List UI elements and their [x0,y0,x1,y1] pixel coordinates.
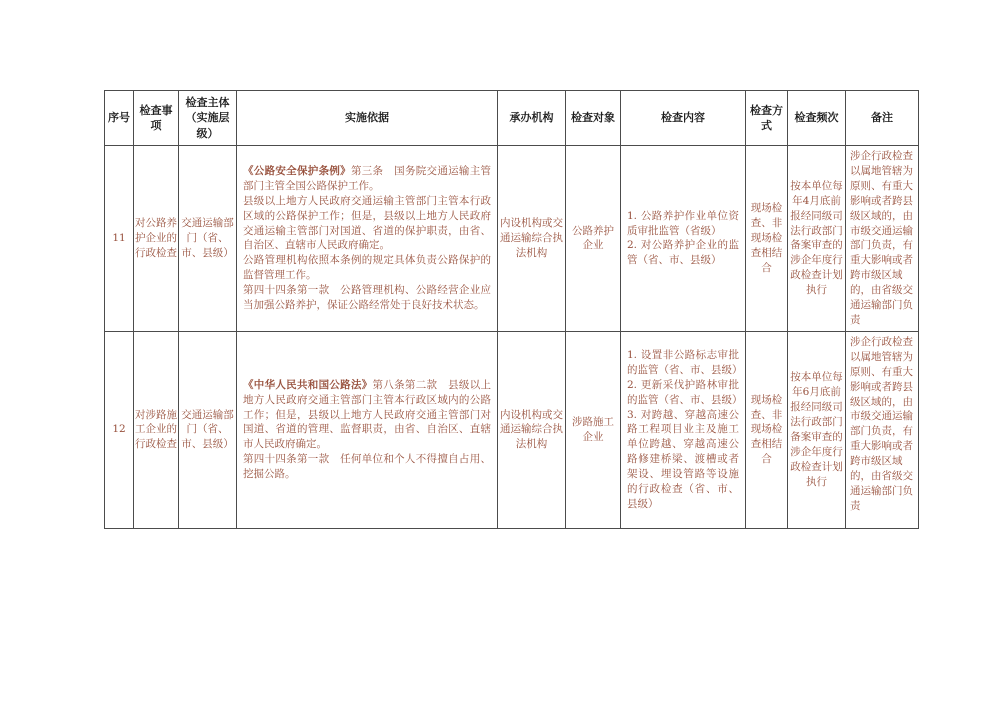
basis-paragraph: 县级以上地方人民政府交通运输主管部门主管本行政区域的公路保护工作；但是，县级以上地方人民政府交通运输主管部门对国道、省道的保护职责，由省、自治区、直辖市人民政府确定。 [243,194,491,252]
cell-inspection-content [621,146,746,332]
header-implementation-basis: 实施依据 [237,91,498,146]
basis-paragraph: 第四十四条第一款 任何单位和个人不得擅自占用、挖掘公路。 [243,453,491,481]
table-row-12 [105,331,919,528]
basis-paragraph: 第四十四条第一款 公路管理机构、公路经营企业应当加强公路养护，保证公路经常处于良好技术状态。 [243,284,491,312]
cell-remark: 涉企行政检查以属地管辖为原则、有重大影响或者跨县级区域的，由市级交通运输部门负责，有重大影响或者跨市级区域的，由省级交通运输部门负责 [846,146,919,332]
cell-inspection-item: 对公路养护企业的行政检查 [134,146,179,332]
content-item: 2. 更新采伐护路林审批的监管（省、市、县级） [627,378,743,406]
cell-inspection-content [621,331,746,528]
header-inspection-frequency: 检查频次 [788,91,846,146]
header-inspection-subject: 检查主体（实施层级） [179,91,237,146]
cell-inspection-item: 对涉路施工企业的行政检查 [134,331,179,528]
header-inspection-method: 检查方式 [746,91,788,146]
header-inspection-target: 检查对象 [566,91,621,146]
header-remark: 备注 [846,91,919,146]
cell-inspection-subject: 交通运输部门（省、市、县级） [179,146,237,332]
cell-inspection-frequency: 按本单位每年6月底前报经同级司法行政部门备案审查的涉企年度行政检查计划执行 [788,331,846,528]
cell-inspection-subject: 交通运输部门（省、市、县级） [179,331,237,528]
cell-inspection-method: 现场检查、非现场检查相结合 [746,331,788,528]
law-title: 《中华人民共和国公路法》 [243,378,373,391]
cell-serial-number: 12 [105,331,134,528]
header-serial-number: 序号 [105,91,134,146]
cell-implementation-basis [237,331,498,528]
basis-text: 第八条第二款 县级以上地方人民政府交通主管部门主管本行政区域内的公路工作；但是，县级以上地方人民政府交通主管部门对国道、省道的管理、监督职责，由省、自治区、直辖市人民政府确定。 [243,378,492,451]
cell-remark: 涉企行政检查以属地管辖为原则、有重大影响或者跨县级区域的，由市级交通运输部门负责，有重大影响或者跨市级区域的，由省级交通运输部门负责 [846,331,919,528]
content-item: 2. 对公路养护企业的监管（省、市、县级） [627,239,739,267]
cell-inspection-target: 公路养护企业 [566,146,621,332]
cell-inspection-frequency: 按本单位每年4月底前报经同级司法行政部门备案审查的涉企年度行政检查计划执行 [788,146,846,332]
header-undertaking-agency: 承办机构 [498,91,566,146]
cell-undertaking-agency: 内设机构或交通运输综合执法机构 [498,331,566,528]
table-header-row [105,91,919,146]
content-item: 3. 对跨越、穿越高速公路工程项目业主及施工单位跨越、穿越高速公路修建桥梁、渡槽或者架设、埋设管路等设施的行政检查（省、市、县级） [627,408,739,510]
content-item: 1. 公路养护作业单位资质审批监管（省级） [627,209,739,237]
basis-paragraph: 公路管理机构依照本条例的规定具体负责公路保护的监督管理工作。 [243,254,491,282]
content-item: 1. 设置非公路标志审批的监管（省、市、县级） [627,348,743,376]
cell-undertaking-agency: 内设机构或交通运输综合执法机构 [498,146,566,332]
table-row-11 [105,146,919,332]
cell-inspection-method: 现场检查、非现场检查相结合 [746,146,788,332]
header-inspection-item: 检查事项 [134,91,179,146]
cell-inspection-target: 涉路施工企业 [566,331,621,528]
cell-serial-number: 11 [105,146,134,332]
law-title: 《公路安全保护条例》 [243,164,351,177]
header-inspection-content: 检查内容 [621,91,746,146]
basis-paragraph [243,378,491,453]
cell-implementation-basis [237,146,498,332]
inspection-items-table [104,90,919,529]
basis-paragraph [243,164,491,194]
basis-text: 第三条 国务院交通运输主管部门主管全国公路保护工作。 [243,164,492,192]
